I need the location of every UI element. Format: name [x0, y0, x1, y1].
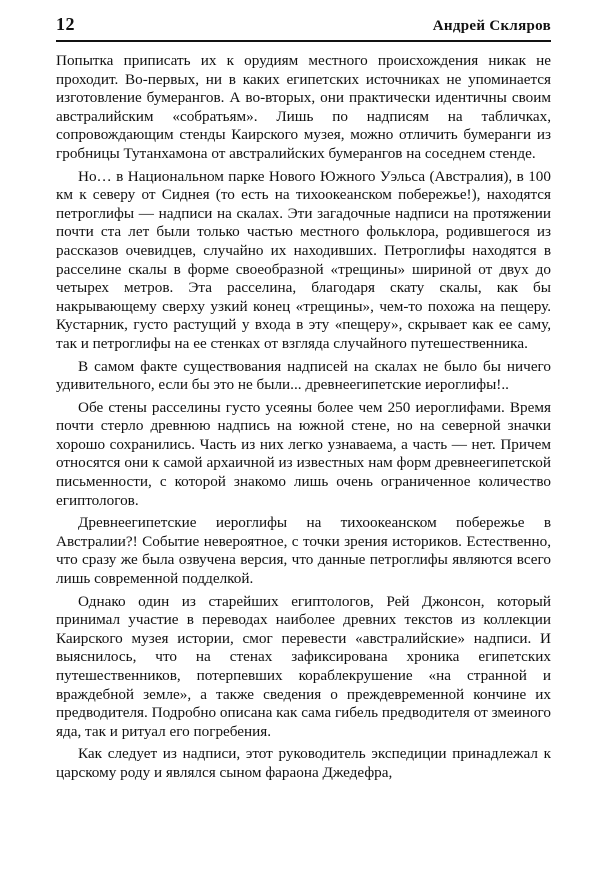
- running-head-author: Андрей Скляров: [432, 18, 551, 34]
- paragraph-1: Попытка приписать их к орудиям местного происхождения никак не проходит. Во-первых, ни в каких египетских источниках не упоминается изготовление бумерангов. А во-вторых, они практически идентичны своим австралийским «собратьям». Лишь по надписям на табличках, сопровождающим стенды Каирского музея, можно отличить бумеранги из гробницы Тутанхамона от австралийских бумерангов на соседнем стенде.: [56, 52, 551, 162]
- paragraph-5: Древнеегипетские иероглифы на тихоокеанском побережье в Австралии?! Событие невероятное, с точки зрения историков. Естественно, что сразу же была озвучена версия, что данные петроглифы являются всего лишь современной подделкой.: [56, 514, 551, 588]
- paragraph-2: Но… в Национальном парке Нового Южного Уэльса (Австралия), в 100 км к северу от Сиднея (то есть на тихоокеанском побережье!), находятся петроглифы — надписи на скалах. Эти загадочные надписи на протяжении почти ста лет были только частью местного фольклора, родившегося из рассказов очевидцев, случайно их находивших. Петроглифы находятся в расселине скалы в форме своеобразной «трещины» шириной от двух до четырех метров. Эта расселина, благодаря скату скалы, как бы накрывающему сверху узкий конец «трещины», чем-то похожа на пещеру. Кустарник, густо растущий у входа в эту «пещеру», скрывает как ее саму, так и петроглифы на ее стенках от взгляда случайного путешественника.: [56, 167, 551, 352]
- paragraph-7: Как следует из надписи, этот руководитель экспедиции принадлежал к царскому роду и являлся сыном фараона Джедефра,: [56, 745, 551, 781]
- page-number: 12: [56, 14, 75, 34]
- paragraph-6: Однако один из старейших египтологов, Рей Джонсон, который принимал участие в переводах наиболее древних текстов из коллекции Каирского музея истории, смог перевести «австралийские» надписи. И выяснилось, что на стенах зафиксирована хроника египетских путешественников, потерпевших кораблекрушение «на странной и враждебной земле», а также сведения о преждевременной кончине их предводителя. Подробно описана как сама гибель предводителя от змеиного яда, так и ритуал его погребения.: [56, 592, 551, 740]
- paragraph-4: Обе стены расселины густо усеяны более чем 250 иероглифами. Время почти стерло древнюю надпись на южной стене, но на северной значки хорошо сохранились. Часть из них легко узнаваема, а часть — нет. Причем относятся они к самой архаичной из известных нам форм древнеегипетской письменности, с которой знакомо лишь очень ограниченное количество египтологов.: [56, 398, 551, 509]
- page-body: [56, 52, 551, 783]
- paragraph-3: В самом факте существования надписей на скалах не было бы ничего удивительного, если бы это не были... древнеегипетские иероглифы!..: [56, 357, 551, 394]
- book-page: [56, 14, 551, 787]
- page-header: [56, 14, 551, 42]
